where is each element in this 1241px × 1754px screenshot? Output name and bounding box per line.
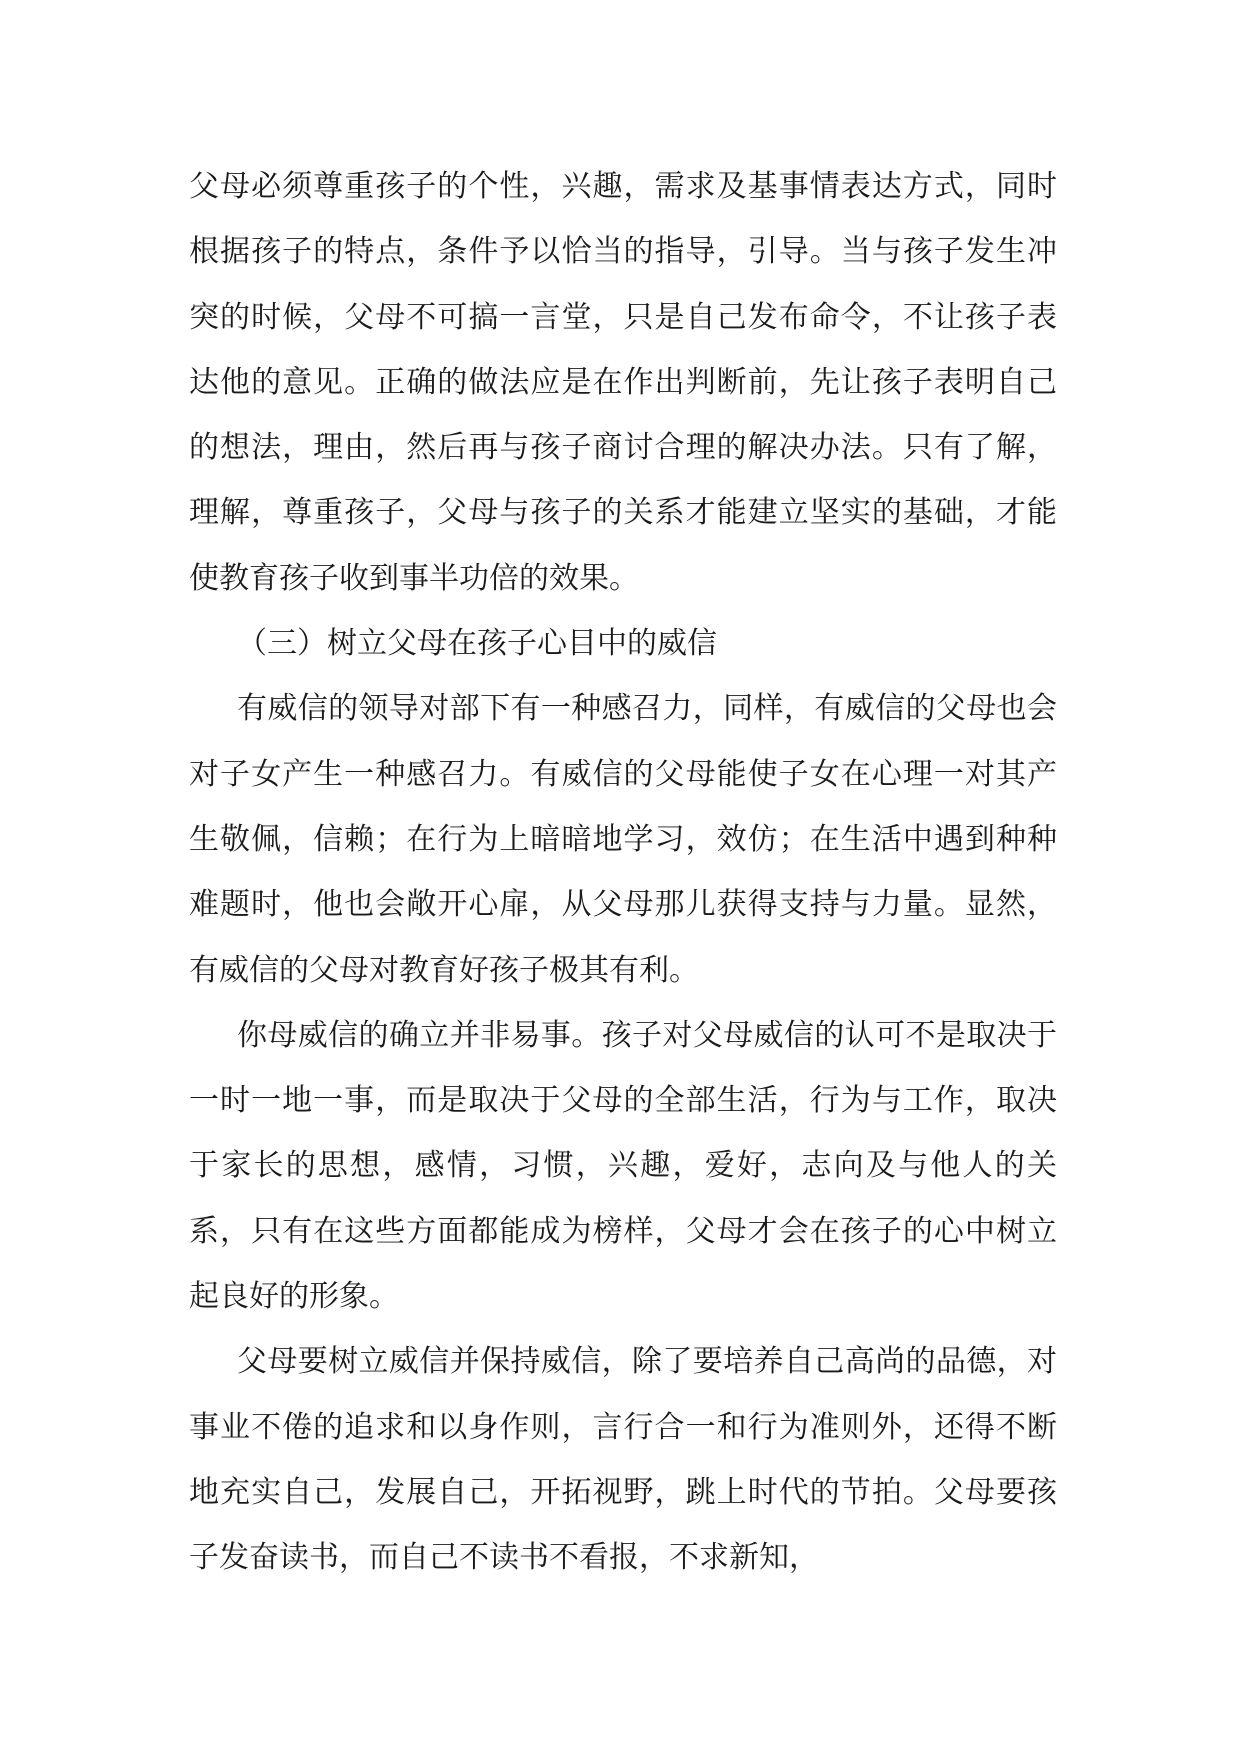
paragraph-2: 有威信的领导对部下有一种感召力，同样，有威信的父母也会对子女产生一种感召力。有威信的父母能使子女在心理一对其产生敬佩，信赖；在行为上暗暗地学习，效仿；在生活中遇到种种难题时，他也会敞开心扉，从父母那儿获得支持与力量。显然，有威信的父母对教育好孩子极其有利。: [189, 691, 1057, 988]
document-body: [189, 154, 1057, 1591]
paragraph-4: 父母要树立威信并保持威信，除了要培养自己高尚的品德，对事业不倦的追求和以身作则，言行合一和行为准则外，还得不断地充实自己，发展自己，开拓视野，跳上时代的节拍。父母要孩子发奋读书，而自己不读书不看报，不求新知，: [189, 1344, 1057, 1576]
paragraph-1: 父母必须尊重孩子的个性，兴趣，需求及基事情表达方式，同时根据孩子的特点，条件予以恰当的指导，引导。当与孩子发生冲突的时候，父母不可搞一言堂，只是自己发布命令，不让孩子表达他的意见。正确的做法应是在作出判断前，先让孩子表明自己的想法，理由，然后再与孩子商讨合理的解决办法。只有了解，理解，尊重孩子，父母与孩子的关系才能建立坚实的基础，才能使教育孩子收到事半功倍的效果。: [189, 169, 1057, 596]
section-heading: （三）树立父母在孩子心目中的威信: [237, 626, 717, 662]
paragraph-3: 你母威信的确立并非易事。孩子对父母威信的认可不是取决于一时一地一事，而是取决于父母的全部生活，行为与工作，取决于家长的思想，感情，习惯，兴趣，爱好，志向及与他人的关系，只有在这些方面都能成为榜样，父母才会在孩子的心中树立起良好的形象。: [189, 1017, 1057, 1315]
